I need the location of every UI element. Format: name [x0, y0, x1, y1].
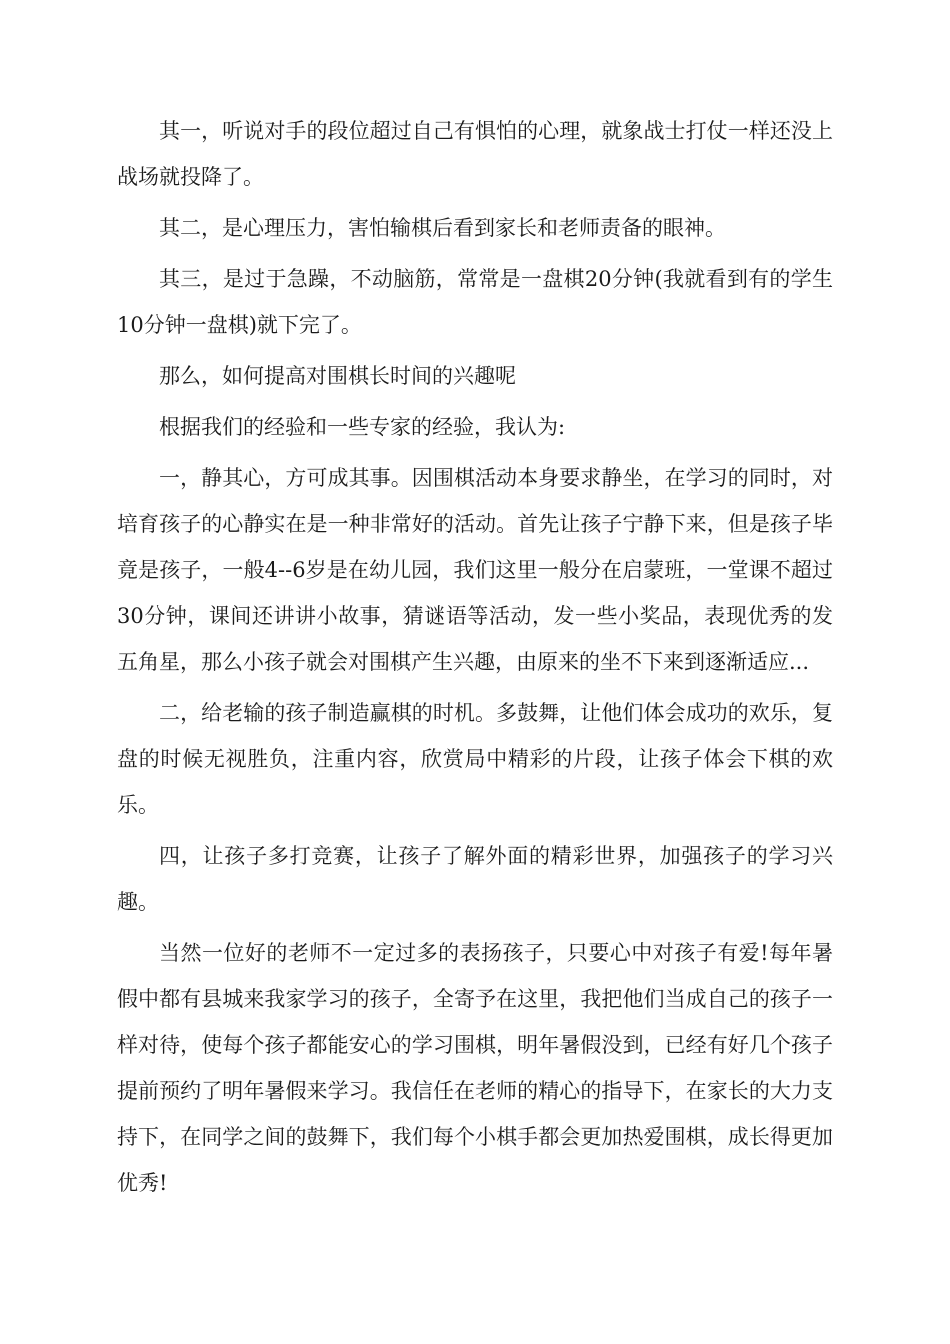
paragraph-5: 根据我们的经验和一些专家的经验，我认为:: [159, 415, 566, 439]
paragraph-1: 其一，听说对手的段位超过自己有惧怕的心理，就象战士打仗一样还没上战场就投降了。: [117, 119, 833, 189]
paragraph-8: 四，让孩子多打竞赛，让孩子了解外面的精彩世界，加强孩子的学习兴趣。: [117, 844, 833, 914]
paragraph-6: 一，静其心，方可成其事。因围棋活动本身要求静坐，在学习的同时，对培育孩子的心静实在是一种非常好的活动。首先让孩子宁静下来，但是孩子毕竟是孩子，一般4--6岁是在幼儿园，我们这里一般分在启蒙班，一堂课不超过30分钟，课间还讲讲小故事，猜谜语等活动，发一些小奖品，表现优秀的发五角星，那么小孩子就会对围棋产生兴趣，由原来的坐不下来到逐渐适应...: [117, 466, 833, 674]
paragraph-2: 其二，是心理压力，害怕输棋后看到家长和老师责备的眼神。: [159, 216, 726, 240]
paragraph-4: 那么，如何提高对围棋长时间的兴趣呢: [159, 364, 516, 388]
paragraph-7: 二，给老输的孩子制造赢棋的时机。多鼓舞，让他们体会成功的欢乐，复盘的时候无视胜负，注重内容，欣赏局中精彩的片段，让孩子体会下棋的欢乐。: [117, 701, 833, 817]
paragraph-3: 其三，是过于急躁，不动脑筋，常常是一盘棋20分钟(我就看到有的学生10分钟一盘棋)就下完了。: [117, 267, 833, 337]
paragraph-9: 当然一位好的老师不一定过多的表扬孩子，只要心中对孩子有爱!每年暑假中都有县城来我家学习的孩子，全寄予在这里，我把他们当成自己的孩子一样对待，使每个孩子都能安心的学习围棋，明年暑假没到，已经有好几个孩子提前预约了明年暑假来学习。我信任在老师的精心的指导下，在家长的大力支持下，在同学之间的鼓舞下，我们每个小棋手都会更加热爱围棋，成长得更加优秀!: [117, 941, 833, 1195]
document-page: [117, 108, 833, 1211]
